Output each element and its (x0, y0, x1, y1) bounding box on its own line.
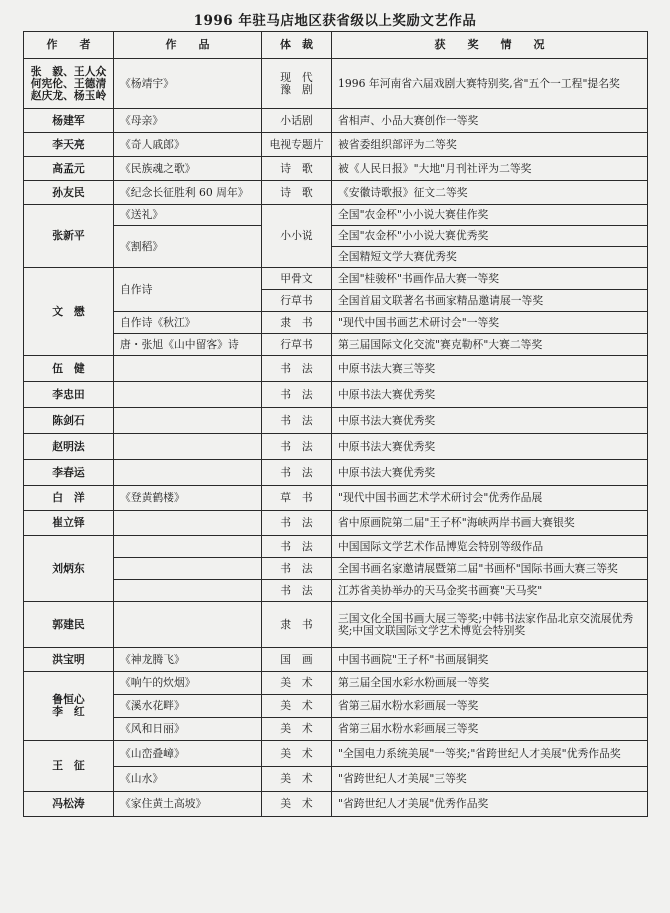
page-title: 1996 年驻马店地区获省级以上奖励文艺作品 (193, 13, 477, 29)
cell-author: 杨建军 (24, 109, 114, 133)
cell-genre: 书 法 (262, 434, 332, 460)
cell-work: 《神龙腾飞》 (114, 648, 262, 672)
cell-genre: 诗 歌 (262, 157, 332, 181)
cell-genre: 国 画 (262, 648, 332, 672)
cell-author: 白 洋 (24, 486, 114, 511)
table-row (24, 408, 648, 434)
cell-work: 《送礼》 (114, 205, 262, 226)
cell-genre: 美 术 (262, 672, 332, 695)
cell-award: 全国"农金杯"小小说大赛佳作奖 (332, 205, 648, 226)
cell-work: 《奇人戚郎》 (114, 133, 262, 157)
table-row (24, 109, 648, 133)
cell-genre: 书 法 (262, 408, 332, 434)
award-table (23, 31, 648, 817)
cell-award: 中国国际文学艺术作品博览会特别等级作品 (332, 536, 648, 558)
cell-work (114, 536, 262, 558)
cell-work: 《纪念长征胜利 60 周年》 (114, 181, 262, 205)
cell-award: 第三届国际文化交流"赛克勒杯"大赛二等奖 (332, 334, 648, 356)
cell-genre: 小小说 (262, 205, 332, 268)
cell-work: 自作诗 (114, 268, 262, 312)
cell-award: 1996 年河南省六届戏剧大赛特别奖,省"五个一工程"提名奖 (332, 59, 648, 109)
table-row (24, 718, 648, 741)
table-row (24, 268, 648, 290)
cell-genre: 行草书 (262, 290, 332, 312)
cell-genre: 电视专题片 (262, 133, 332, 157)
cell-award: 中原书法大赛优秀奖 (332, 460, 648, 486)
cell-work: 《溪水花畔》 (114, 695, 262, 718)
cell-work: 《家住黄土高坡》 (114, 792, 262, 817)
cell-work: 《割稻》 (114, 226, 262, 268)
cell-award: "现代中国书画艺术学术研讨会"优秀作品展 (332, 486, 648, 511)
table-row (24, 648, 648, 672)
table-row (24, 434, 648, 460)
cell-author: 刘炳东 (24, 536, 114, 602)
cell-author: 冯松涛 (24, 792, 114, 817)
cell-award: 全国"农金杯"小小说大赛优秀奖 (332, 226, 648, 247)
cell-award: 中原书法大赛优秀奖 (332, 382, 648, 408)
cell-author: 李忠田 (24, 382, 114, 408)
cell-award: 全国书画名家邀请展暨第二届"书画杯"国际书画大赛三等奖 (332, 558, 648, 580)
table-row (24, 602, 648, 648)
cell-genre: 书 法 (262, 536, 332, 558)
table-row (24, 181, 648, 205)
cell-genre: 美 术 (262, 718, 332, 741)
cell-work: 《杨靖宇》 (114, 59, 262, 109)
cell-author: 鲁恒心 李 红 (24, 672, 114, 741)
cell-genre: 书 法 (262, 580, 332, 602)
cell-author: 王 征 (24, 741, 114, 792)
cell-work (114, 382, 262, 408)
cell-genre: 美 术 (262, 767, 332, 792)
cell-author: 张 毅、王人众 何宪伦、王德清 赵庆龙、杨玉岭 (24, 59, 114, 109)
cell-award: 《安徽诗歌报》征文二等奖 (332, 181, 648, 205)
table-row (24, 226, 648, 247)
table-row (24, 792, 648, 817)
cell-author: 高孟元 (24, 157, 114, 181)
cell-work: 《民族魂之歌》 (114, 157, 262, 181)
cell-work (114, 408, 262, 434)
cell-award: "省跨世纪人才美展"优秀作品奖 (332, 792, 648, 817)
table-row (24, 580, 648, 602)
cell-award: 被《人民日报》"大地"月刊社评为二等奖 (332, 157, 648, 181)
table-row (24, 205, 648, 226)
table-row (24, 558, 648, 580)
cell-work (114, 558, 262, 580)
cell-award: 全国首届文联著名书画家精品邀请展一等奖 (332, 290, 648, 312)
cell-author: 洪宝明 (24, 648, 114, 672)
cell-work (114, 356, 262, 382)
table-header-row (24, 32, 648, 59)
cell-award: 中原书法大赛优秀奖 (332, 434, 648, 460)
cell-genre: 书 法 (262, 356, 332, 382)
cell-genre: 美 术 (262, 792, 332, 817)
table-row (24, 334, 648, 356)
cell-author: 李天亮 (24, 133, 114, 157)
table-row (24, 511, 648, 536)
cell-author: 张新平 (24, 205, 114, 268)
cell-author: 孙友民 (24, 181, 114, 205)
cell-award: 省第三届水粉水彩画展一等奖 (332, 695, 648, 718)
cell-award: 全国精短文学大赛优秀奖 (332, 247, 648, 268)
cell-author: 崔立铎 (24, 511, 114, 536)
table-row (24, 59, 648, 109)
cell-work (114, 602, 262, 648)
cell-genre: 草 书 (262, 486, 332, 511)
cell-award: 第三届全国水彩水粉画展一等奖 (332, 672, 648, 695)
cell-award: "全国电力系统美展"一等奖;"省跨世纪人才美展"优秀作品奖 (332, 741, 648, 767)
cell-award: 省第三届水粉水彩画展三等奖 (332, 718, 648, 741)
cell-genre: 诗 歌 (262, 181, 332, 205)
cell-award: 三国文化全国书画大展三等奖;中韩书法家作品北京交流展优秀奖;中国文联国际文学艺术博览会特别奖 (332, 602, 648, 648)
table-row (24, 460, 648, 486)
cell-work: 《响午的炊烟》 (114, 672, 262, 695)
cell-genre: 美 术 (262, 695, 332, 718)
cell-author: 李春运 (24, 460, 114, 486)
table-row (24, 741, 648, 767)
cell-genre: 行草书 (262, 334, 332, 356)
cell-work (114, 460, 262, 486)
cell-author: 赵明法 (24, 434, 114, 460)
cell-award: 中原书法大赛三等奖 (332, 356, 648, 382)
table-row (24, 695, 648, 718)
cell-author: 文 懋 (24, 268, 114, 356)
table-body (24, 59, 648, 817)
header-work: 作 品 (114, 32, 262, 59)
cell-genre: 书 法 (262, 558, 332, 580)
table-row (24, 356, 648, 382)
cell-award: 省相声、小品大赛创作一等奖 (332, 109, 648, 133)
table-row (24, 382, 648, 408)
cell-award: "现代中国书画艺术研讨会"一等奖 (332, 312, 648, 334)
table-row (24, 312, 648, 334)
header-author: 作 者 (24, 32, 114, 59)
table-row (24, 672, 648, 695)
cell-award: 全国"桂骏杯"书画作品大赛一等奖 (332, 268, 648, 290)
header-genre: 体 裁 (262, 32, 332, 59)
cell-award: 中国书画院"王子杯"书画展铜奖 (332, 648, 648, 672)
cell-work: 《母亲》 (114, 109, 262, 133)
cell-work (114, 434, 262, 460)
cell-award: 被省委组织部评为二等奖 (332, 133, 648, 157)
header-award: 获 奖 情 况 (332, 32, 648, 59)
cell-work: 《风和日丽》 (114, 718, 262, 741)
cell-work: 《山峦叠嶂》 (114, 741, 262, 767)
cell-genre: 美 术 (262, 741, 332, 767)
cell-author: 伍 健 (24, 356, 114, 382)
cell-genre: 隶 书 (262, 602, 332, 648)
cell-genre: 甲骨文 (262, 268, 332, 290)
table-row (24, 486, 648, 511)
table-row (24, 767, 648, 792)
cell-award: 江苏省美协举办的天马金奖书画赛"天马奖" (332, 580, 648, 602)
cell-work: 《山水》 (114, 767, 262, 792)
cell-award: 中原书法大赛优秀奖 (332, 408, 648, 434)
cell-work: 自作诗《秋江》 (114, 312, 262, 334)
cell-work: 唐・张旭《山中留客》诗 (114, 334, 262, 356)
cell-genre: 隶 书 (262, 312, 332, 334)
cell-work: 《登黄鹤楼》 (114, 486, 262, 511)
cell-genre: 书 法 (262, 511, 332, 536)
cell-genre: 现 代 豫 剧 (262, 59, 332, 109)
cell-work (114, 511, 262, 536)
cell-genre: 书 法 (262, 382, 332, 408)
cell-award: "省跨世纪人才美展"三等奖 (332, 767, 648, 792)
table-row (24, 157, 648, 181)
cell-genre: 小话剧 (262, 109, 332, 133)
table-row (24, 536, 648, 558)
cell-genre: 书 法 (262, 460, 332, 486)
cell-author: 郭建民 (24, 602, 114, 648)
cell-award: 省中原画院第二届"王子杯"海峡两岸书画大赛银奖 (332, 511, 648, 536)
table-row (24, 133, 648, 157)
cell-work (114, 580, 262, 602)
cell-author: 陈剑石 (24, 408, 114, 434)
